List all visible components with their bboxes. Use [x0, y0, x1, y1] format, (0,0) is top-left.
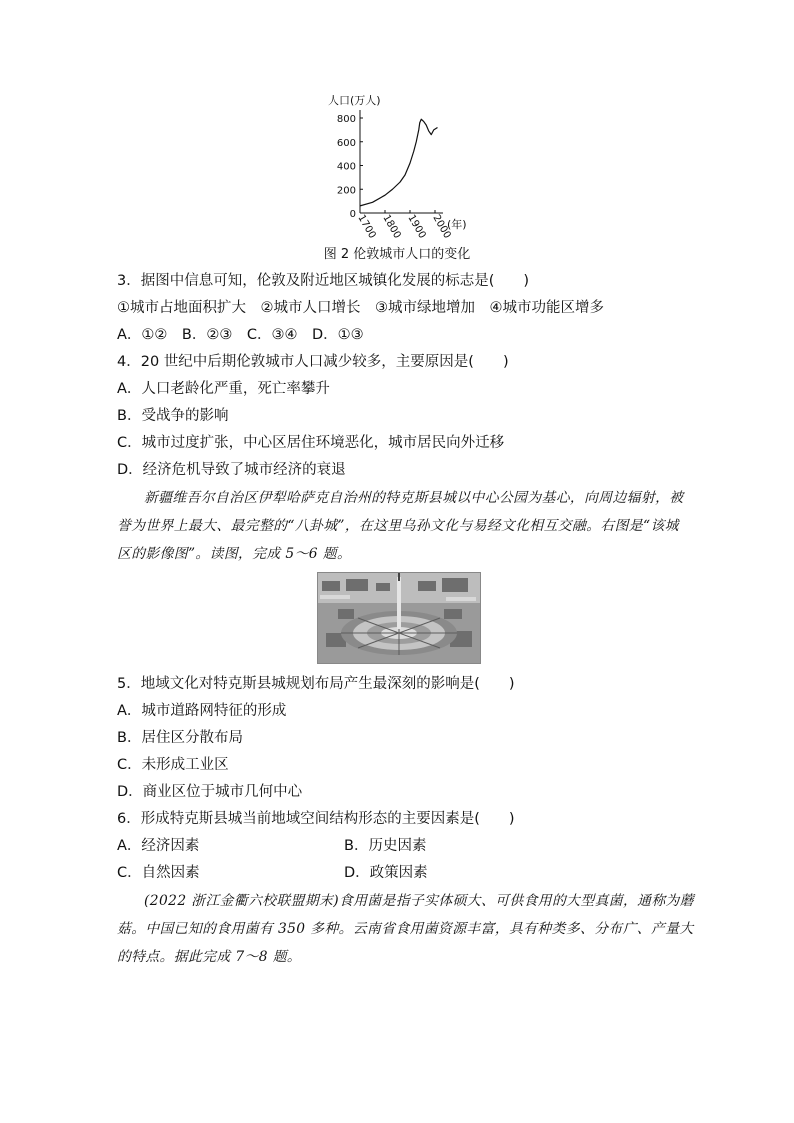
q5-stem: 5．地域文化对特克斯县城规划布局产生最深刻的影响是( ): [117, 676, 515, 692]
q6-option-b: B．历史因素: [344, 838, 427, 854]
q5-option-a: A．城市道路网特征的形成: [117, 703, 287, 719]
q4-option-d: D．经济危机导致了城市经济的衰退: [117, 462, 346, 478]
x-tick-label: 2000: [430, 213, 453, 241]
q4-stem: 4．20 世纪中后期伦敦城市人口减少较多，主要原因是( ): [117, 354, 509, 370]
q6-option-c: C．自然因素: [117, 865, 200, 881]
q3-items: ①城市占地面积扩大 ②城市人口增长 ③城市绿地增加 ④城市功能区增多: [117, 300, 604, 316]
q6-option-a: A．经济因素: [117, 838, 200, 854]
chart-svg: [318, 92, 478, 242]
y-tick-label: 200: [336, 185, 356, 197]
y-tick-label: 0: [349, 209, 356, 220]
x-tick-label: 1900: [405, 213, 428, 241]
q3-options: A．①② B．②③ C．③④ D．①③: [117, 327, 364, 343]
y-tick-label: 800: [336, 114, 356, 125]
passage1-line2: 誉为世界上最大、最完整的“八卦城”，在这里乌孙文化与易经文化相互交融。右图是“该城: [117, 518, 679, 534]
q4-option-c: C．城市过度扩张，中心区居住环境恶化，城市居民向外迁移: [117, 435, 505, 451]
chart-caption: 图 2 伦敦城市人口的变化: [323, 247, 471, 262]
q5-option-c: C．未形成工业区: [117, 757, 229, 773]
q4-option-a: A．人口老龄化严重，死亡率攀升: [117, 381, 330, 397]
y-axis-label: 人口(万人): [328, 94, 381, 107]
x-axis-label: (年): [447, 218, 467, 231]
y-tick-label: 600: [336, 137, 356, 149]
london-population-chart: [318, 92, 478, 242]
q4-option-b: B．受战争的影响: [117, 408, 229, 424]
q5-option-d: D．商业区位于城市几何中心: [117, 784, 303, 800]
q3-stem: 3．据图中信息可知，伦敦及附近地区城镇化发展的标志是( ): [117, 273, 530, 289]
population-series-line: [360, 119, 438, 206]
y-tick-label: 400: [336, 161, 356, 173]
bagua-city-aerial-image: [317, 572, 481, 664]
q5-option-b: B．居住区分散布局: [117, 730, 243, 746]
passage1-line1: 新疆维吾尔自治区伊犁哈萨克自治州的特克斯县城以中心公园为基心，向周边辐射，被: [144, 490, 684, 506]
q6-option-d: D．政策因素: [344, 865, 428, 881]
x-tick-label: 1700: [355, 213, 378, 241]
passage2-line3: 的特点。据此完成 7～8 题。: [117, 949, 302, 965]
passage2-line2: 菇。中国已知的食用菌有 350 多种。云南省食用菌资源丰富，具有种类多、分布广、产量大: [117, 921, 694, 937]
q6-stem: 6．形成特克斯县城当前地域空间结构形态的主要因素是( ): [117, 811, 515, 827]
x-tick-label: 1800: [380, 213, 403, 241]
passage2-line1: (2022 浙江金衢六校联盟期末)食用菌是指子实体硕大、可供食用的大型真菌，通称为蘑: [144, 893, 694, 909]
passage1-line3: 区的影像图”。读图，完成 5～6 题。: [117, 546, 352, 562]
